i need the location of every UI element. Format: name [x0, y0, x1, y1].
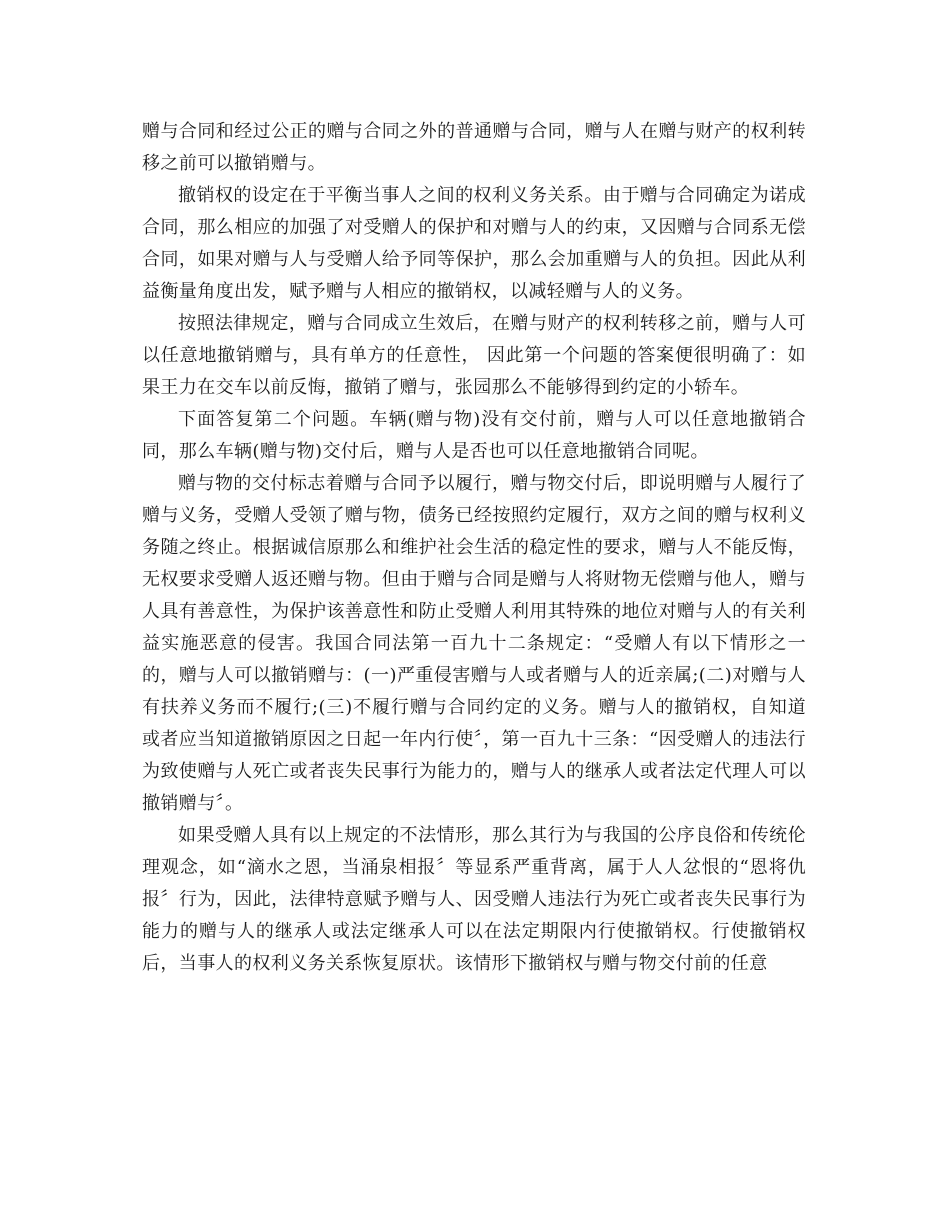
paragraph-5: 赠与物的交付标志着赠与合同予以履行，赠与物交付后，即说明赠与人履行了赠与义务，受赠人受领了赠与物，债务已经按照约定履行，双方之间的赠与权利义务随之终止。根据诚信原那么和维护社会生活的稳定性的要求，赠与人不能反悔，无权要求受赠人返还赠与物。但由于赠与合同是赠与人将财物无偿赠与他人，赠与人具有善意性，为保护该善意性和防止受赠人利用其特殊的地位对赠与人的有关利益实施恶意的侵害。我国合同法第一百九十二条规定：“受赠人有以下情形之一的，赠与人可以撤销赠与：(一)严重侵害赠与人或者赠与人的近亲属;(二)对赠与人有扶养义务而不履行;(三)不履行赠与合同约定的义务。赠与人的撤销权，自知道或者应当知道撤销原因之日起一年内行使〞，第一百九十三条：“因受赠人的违法行为致使赠与人死亡或者丧失民事行为能力的，赠与人的继承人或者法定代理人可以撤销赠与〞。: [142, 473, 806, 814]
document-body: [142, 116, 806, 980]
paragraph-2: 撤销权的设定在于平衡当事人之间的权利义务关系。由于赠与合同确定为诺成合同，那么相应的加强了对受赠人的保护和对赠与人的约束，又因赠与合同系无偿合同，如果对赠与人与受赠人给予同等保护，那么会加重赠与人的负担。因此从利益衡量角度出发，赋予赠与人相应的撤销权，以减轻赠与人的义务。: [142, 185, 806, 302]
paragraph-3: 按照法律规定，赠与合同成立生效后，在赠与财产的权利转移之前，赠与人可以任意地撤销赠与，具有单方的任意性， 因此第一个问题的答案便很明确了：如果王力在交车以前反悔，撤销了赠与，张园那么不能够得到约定的小轿车。: [142, 313, 806, 398]
paragraph-1: 赠与合同和经过公正的赠与合同之外的普通赠与合同，赠与人在赠与财产的权利转移之前可以撤销赠与。: [142, 121, 806, 174]
paragraph-4: 下面答复第二个问题。车辆(赠与物)没有交付前，赠与人可以任意地撤销合同，那么车辆(赠与物)交付后，赠与人是否也可以任意地撤销合同呢。: [142, 409, 806, 462]
paragraph-6: 如果受赠人具有以上规定的不法情形，那么其行为与我国的公序良俗和传统伦理观念，如“滴水之恩，当涌泉相报〞等显系严重背离，属于人人忿恨的“恩将仇报〞行为，因此，法律特意赋予赠与人、因受赠人违法行为死亡或者丧失民事行为能力的赠与人的继承人或法定继承人可以在法定期限内行使撤销权。行使撤销权后，当事人的权利义务关系恢复原状。该情形下撤销权与赠与物交付前的任意: [142, 825, 806, 974]
